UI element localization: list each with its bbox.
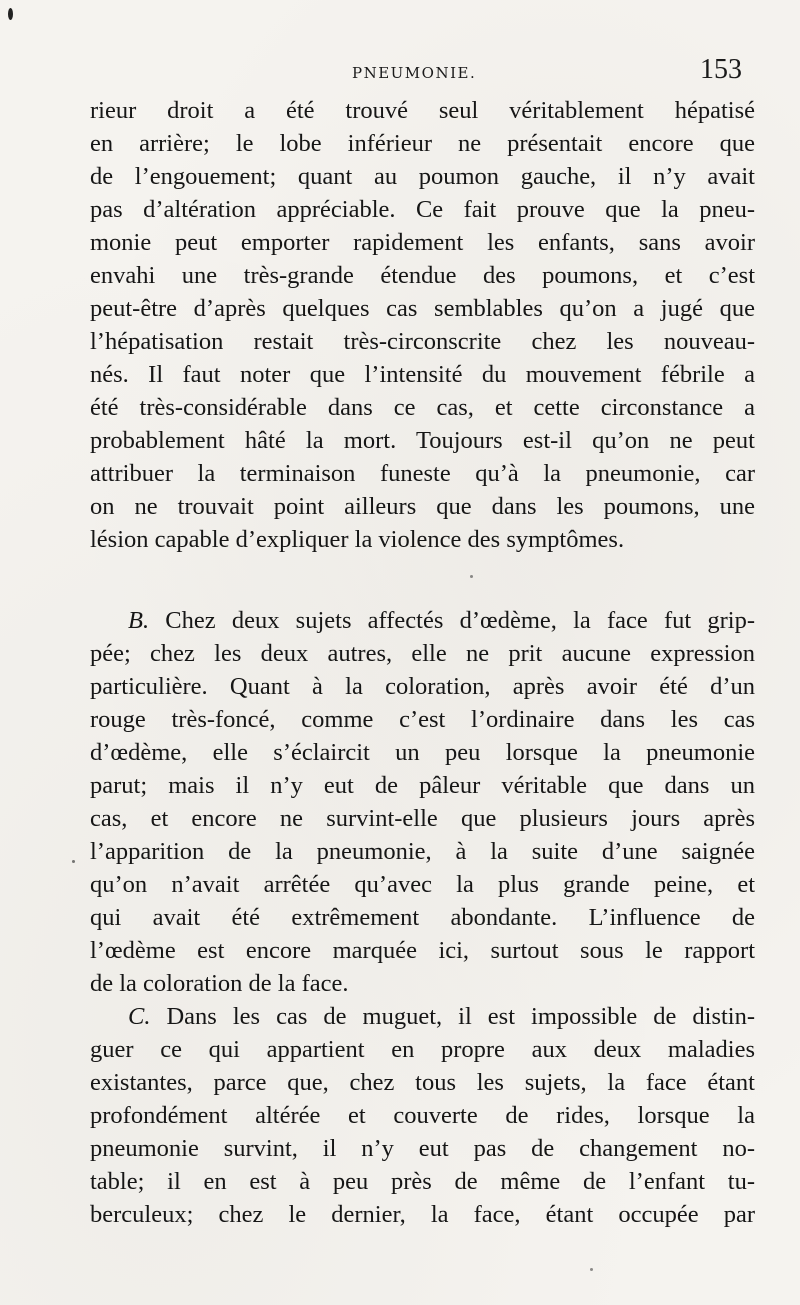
text-line: on ne trouvait point ailleurs que dans les poumons, une [90, 493, 755, 520]
text-line-content: Dans les cas de muguet, il est impossible de distin- [150, 1003, 755, 1030]
running-head: PNEUMONIE. [352, 64, 477, 82]
text-line: existantes, parce que, chez tous les sujets, la face étant [90, 1069, 755, 1096]
text-line [90, 604, 755, 637]
ink-spot [72, 860, 75, 863]
text-line: pas d’altération appréciable. Ce fait prouve que la pneu- [90, 196, 755, 223]
ink-spot [590, 1268, 593, 1271]
text-line: l’hépatisation restait très-circonscrite chez les nouveau- [90, 328, 755, 355]
text-line: envahi une très-grande étendue des poumons, et c’est [90, 262, 755, 289]
text-line: cas, et encore ne survint-elle que plusieurs jours après [90, 805, 755, 832]
paragraph [90, 604, 755, 1000]
text-line: attribuer la terminaison funeste qu’à la pneumonie, car [90, 460, 755, 487]
text-line: en arrière; le lobe inférieur ne présentait encore que [90, 130, 755, 157]
paragraph-gap [90, 556, 755, 604]
text-line: rouge très-foncé, comme c’est l’ordinaire dans les cas [90, 706, 755, 733]
page-number: 153 [700, 54, 742, 85]
text-line: de la coloration de la face. [90, 970, 349, 997]
text-line: de l’engouement; quant au poumon gauche, il n’y avait [90, 163, 755, 190]
text-line: pneumonie survint, il n’y eut pas de changement no- [90, 1135, 755, 1162]
text-line: rieur droit a été trouvé seul véritablement hépatisé [90, 97, 755, 124]
text-line: table; il en est à peu près de même de l’enfant tu- [90, 1168, 755, 1195]
text-line: pée; chez les deux autres, elle ne prit aucune expression [90, 640, 755, 667]
page-header [0, 52, 800, 92]
text-line: l’œdème est encore marquée ici, surtout sous le rapport [90, 937, 755, 964]
section-marker: C. [128, 1003, 151, 1030]
ink-spot [8, 8, 13, 20]
text-line [90, 1000, 755, 1033]
text-line: parut; mais il n’y eut de pâleur véritable que dans un [90, 772, 755, 799]
text-line: peut-être d’après quelques cas semblables qu’on a jugé que [90, 295, 755, 322]
paragraph [90, 1000, 755, 1231]
body-text [90, 94, 755, 1231]
paragraph [90, 94, 755, 556]
text-line: berculeux; chez le dernier, la face, étant occupée par [90, 1201, 755, 1228]
text-line: monie peut emporter rapidement les enfants, sans avoir [90, 229, 755, 256]
text-line: probablement hâté la mort. Toujours est-il qu’on ne peut [90, 427, 755, 454]
text-line: qu’on n’avait arrêtée qu’avec la plus grande peine, et [90, 871, 755, 898]
text-line: lésion capable d’expliquer la violence des symptômes. [90, 526, 625, 553]
text-line: particulière. Quant à la coloration, après avoir été d’un [90, 673, 755, 700]
text-line: qui avait été extrêmement abondante. L’influence de [90, 904, 755, 931]
text-line: guer ce qui appartient en propre aux deux maladies [90, 1036, 755, 1063]
text-line: été très-considérable dans ce cas, et cette circonstance a [90, 394, 755, 421]
text-line: d’œdème, elle s’éclaircit un peu lorsque la pneumonie [90, 739, 755, 766]
text-line: nés. Il faut noter que l’intensité du mouvement fébrile a [90, 361, 755, 388]
text-line-content: Chez deux sujets affectés d’œdème, la face fut grip- [149, 607, 755, 634]
text-line: l’apparition de la pneumonie, à la suite d’une saignée [90, 838, 755, 865]
text-line: profondément altérée et couverte de rides, lorsque la [90, 1102, 755, 1129]
section-marker: B. [128, 607, 150, 634]
